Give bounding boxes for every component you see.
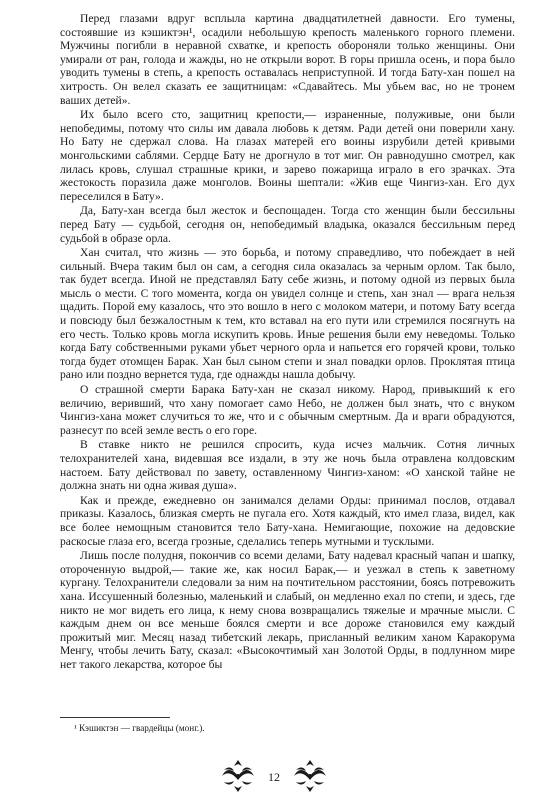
- footnote-divider: [60, 717, 170, 718]
- paragraph: Лишь после полудня, покончив со всеми делами, Бату надевал красный чапан и шапку, отороченную выдрой,— такие же, как носил Барак,— и уезжал в степь к заветному кургану. Телохранители следовали за ним на почтительном расстоянии, боясь потревожить хана. Иссушенный болезнью, маленький и слабый, он медленно ехал по степи, и здесь, где никто не мог видеть его лица, к нему снова возвращались тяжелые и мрачные мысли. С каждым днем он все меньше боялся смерти и все дороже становился ему каждый прожитый миг. Месяц назад тибетский лекарь, присланный великим ханом Каракорума Менгу, чтобы лечить Бату, сказал: «Высокочтимый хан Золотой Орды, в подлунном мире нет такого лекарства, которое бы: [60, 549, 515, 671]
- paragraph: Да, Бату-хан всегда был жесток и беспощаден. Тогда сто женщин были бессильны перед Бату — судьбой, сегодня он, непобедимый владыка, оказался бессильным перед судьбой в образе орла.: [60, 204, 515, 245]
- body-text: [60, 12, 515, 672]
- paragraph: Хан считал, что жизнь — это борьба, и потому справедливо, что побеждает в ней сильный. Вчера таким был он сам, а сегодня сила оказалась за черным орлом. Так было, так будет всегда. Иной не представлял Бату себе жизнь, и потому одной из первых была мысль о мести. С того момента, когда он увидел солнце и степь, хан знал — врага нельзя щадить. Порой ему казалось, что это вошло в него с молоком матери, и потому Бату всегда и повсюду был безжалостным к тем, кто вставал на его пути или стремился посягнуть на его честь. Только кровь могла искупить кровь. Иные решения были ему неведомы. Только когда Бату собственными руками убьет черного орла и напьется его горячей крови, только тогда будет отомщен Барак. Хан был сыном степи и знал повадки орлов. Проклятая птица рано или поздно вернется туда, где однажды нашла добычу.: [60, 246, 515, 382]
- paragraph: Их было всего сто, защитниц крепости,— израненные, полуживые, они были непобедимы, потому что силы им давала любовь к детям. Ради детей они поверили хану. Но Бату не сдержал слова. На глазах матерей его воины изрубили детей кривыми монгольскими саблями. Сердце Бату не дрогнуло в тот миг. Он равнодушно смотрел, как лилась кровь, слушал страшные крики, и зарево пожарища играло в его зрачках. Эта жестокость поразила даже монголов. Воины шептали: «Жив еще Чингиз-хан. Его дух переселился в Бату».: [60, 108, 515, 203]
- footnote: ¹ Кэшиктэн — гвардейцы (монг.).: [74, 723, 205, 733]
- paragraph: Как и прежде, ежедневно он занимался делами Орды: принимал послов, отдавал приказы. Казалось, близкая смерть не пугала его. Хотя каждый, кто имел глаза, видел, как все более немощным становится тело Бату-хана. Немигающие, похожие на дедовские раскосые глаза его, всегда грозные, сделались теперь мутными и тусклыми.: [60, 493, 515, 548]
- paragraph: В ставке никто не решился спросить, куда исчез мальчик. Сотня личных телохранителей хана, видевшая все издали, в эту же ночь была отравлена колдовским настоем. Бату действовал по завету, оставленному Чингиз-ханом: «О ханской тайне не должна знать ни одна живая душа».: [60, 438, 515, 493]
- folk-ornament-icon: [290, 758, 330, 794]
- folk-ornament-icon: [218, 758, 258, 794]
- paragraph: О страшной смерти Барака Бату-хан не сказал никому. Народ, привыкший к его величию, веривший, что хану помогает само Небо, не должен был знать, что с внуком Чингиз-хана может случиться то же, что и с обычным смертным. Да и враги обрадуются, разнесут по всей земле весть о его горе.: [60, 383, 515, 437]
- page-number: 12: [268, 770, 280, 784]
- paragraph: Перед глазами вдруг всплыла картина двадцатилетней давности. Его тумены, состоявшие из кэшиктэн¹, осадили небольшую крепость маленького горного племени. Мужчины погибли в неравной схватке, и крепость обороняли только женщины. Они умирали от ран, голода и жажды, но не открыли ворот. В горы пришла осень, и пора было уводить тумены в степь, а крепость оставалась неприступной. И тогда Бату-хан пошел на хитрость. Он велел сказать ее защитницам: «Сдавайтесь. Мы убьем вас, но не тронем ваших детей».: [60, 12, 515, 107]
- page-footer: [0, 758, 548, 794]
